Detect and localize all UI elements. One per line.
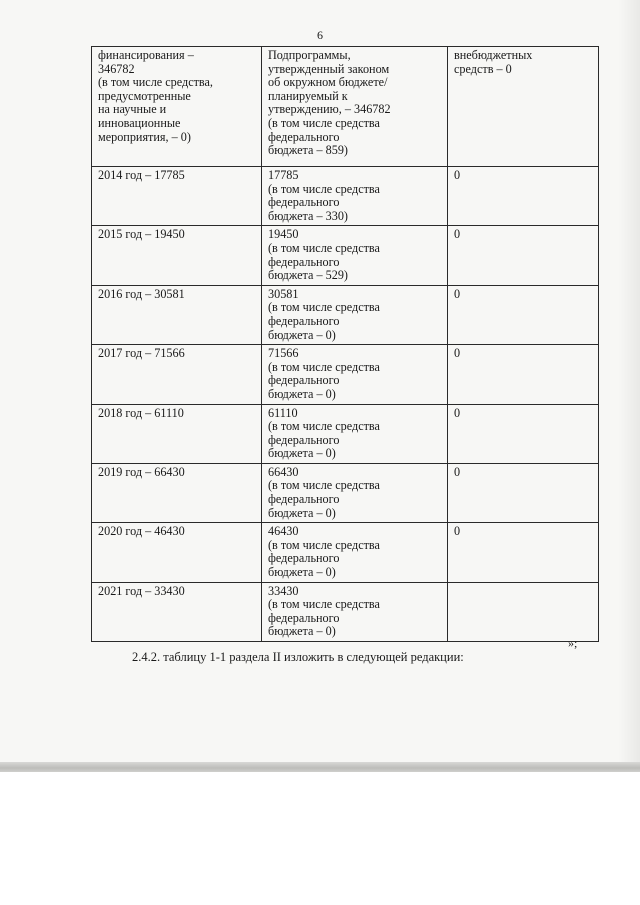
scan-bottom-border <box>0 762 640 772</box>
cell-extra: 0 <box>448 285 599 344</box>
cell-extra: 0 <box>448 226 599 285</box>
cell-budget: 33430 (в том числе средства федерального бюджета – 0) <box>262 582 448 641</box>
cell-extra: 0 <box>448 167 599 226</box>
table-row <box>92 463 599 522</box>
scan-shadow-edge <box>618 0 640 770</box>
table-row <box>92 582 599 641</box>
cell-extra: 0 <box>448 523 599 582</box>
cell-financing-total: финансирования – 346782 (в том числе средства, предусмотренные на научные и инновационные мероприятия, – 0) <box>92 47 262 167</box>
cell-year: 2017 год – 71566 <box>92 345 262 404</box>
financing-table <box>91 46 599 642</box>
cell-year: 2019 год – 66430 <box>92 463 262 522</box>
page-number: 6 <box>317 28 323 42</box>
cell-extrabudgetary: внебюджетных средств – 0 <box>448 47 599 167</box>
table-row <box>92 404 599 463</box>
cell-extra: 0 <box>448 404 599 463</box>
table-row <box>92 226 599 285</box>
cell-extra <box>448 582 599 641</box>
cell-year: 2021 год – 33430 <box>92 582 262 641</box>
cell-budget: 61110 (в том числе средства федерального бюджета – 0) <box>262 404 448 463</box>
cell-year: 2016 год – 30581 <box>92 285 262 344</box>
cell-year: 2015 год – 19450 <box>92 226 262 285</box>
cell-budget: 71566 (в том числе средства федерального бюджета – 0) <box>262 345 448 404</box>
table-row <box>92 47 599 167</box>
table-row <box>92 167 599 226</box>
cell-budget: 46430 (в том числе средства федерального бюджета – 0) <box>262 523 448 582</box>
cell-budget: 30581 (в том числе средства федерального бюджета – 0) <box>262 285 448 344</box>
table-row <box>92 285 599 344</box>
table-row <box>92 345 599 404</box>
cell-budget: 17785 (в том числе средства федерального бюджета – 330) <box>262 167 448 226</box>
cell-year: 2014 год – 17785 <box>92 167 262 226</box>
cell-budget: 66430 (в том числе средства федерального бюджета – 0) <box>262 463 448 522</box>
cell-budget: 19450 (в том числе средства федерального бюджета – 529) <box>262 226 448 285</box>
table-row <box>92 523 599 582</box>
cell-year: 2020 год – 46430 <box>92 523 262 582</box>
cell-year: 2018 год – 61110 <box>92 404 262 463</box>
closing-quote: »; <box>568 636 578 650</box>
cell-subprogram-budget: Подпрограммы, утвержденный законом об окружном бюджете/ планируемый к утверждению, – 346782 (в том числе средства федерального бюджета – 859) <box>262 47 448 167</box>
amendment-instruction: 2.4.2. таблицу 1-1 раздела II изложить в следующей редакции: <box>132 650 464 664</box>
cell-extra: 0 <box>448 345 599 404</box>
cell-extra: 0 <box>448 463 599 522</box>
